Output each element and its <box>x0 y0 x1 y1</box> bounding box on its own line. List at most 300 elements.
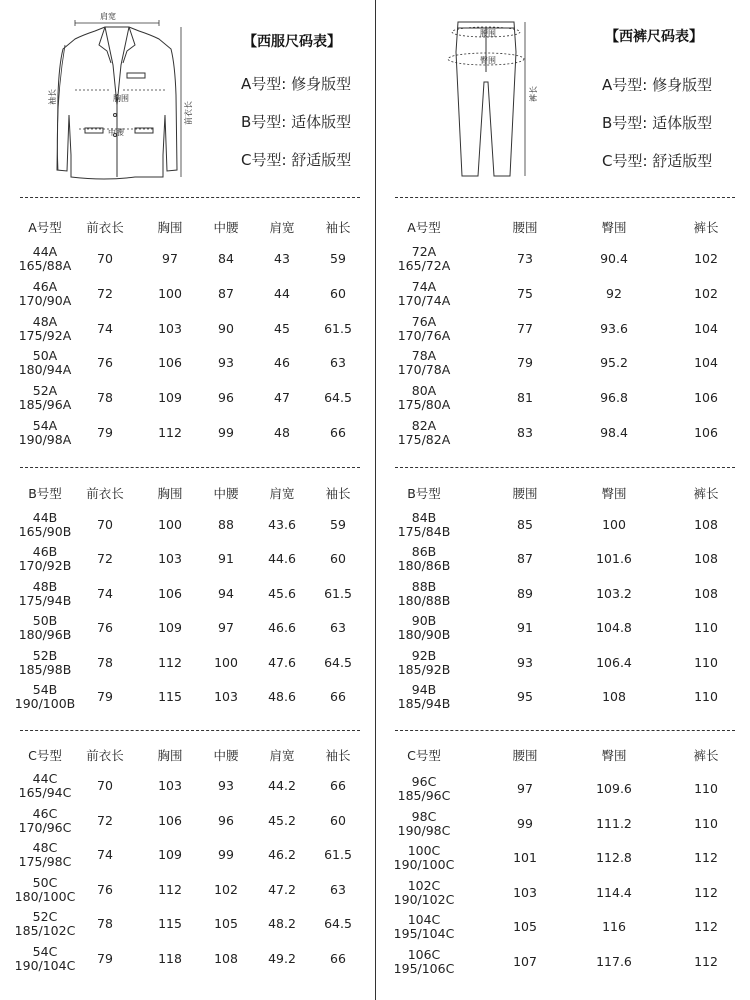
pants-value-cell: 112 <box>694 884 718 900</box>
suit-value-cell: 43 <box>274 251 290 266</box>
suit-value-cell: 59 <box>330 251 346 266</box>
size-spec: 170/92B <box>18 558 72 574</box>
suit-value-cell: 102 <box>214 881 238 897</box>
suit-value-cell: 76 <box>97 620 113 636</box>
trousers-diagram <box>440 12 540 182</box>
suit-value-cell: 48.2 <box>268 916 296 932</box>
pants-length-label: 裤长 <box>529 86 538 102</box>
suit-value-cell: 46.6 <box>268 620 296 636</box>
pants-value-cell: 85 <box>517 517 533 532</box>
pants-value-cell: 110 <box>694 689 718 704</box>
size-spec: 185/92B <box>397 661 451 677</box>
suit-size-cell <box>19 511 72 539</box>
pants-value-cell: 110 <box>694 781 718 796</box>
size-spec: 170/74A <box>397 292 451 308</box>
pants-table-header: B号型 <box>407 486 441 501</box>
suit-value-cell: 60 <box>330 285 346 301</box>
suit-value-cell: 99 <box>218 425 234 440</box>
pants-value-cell: 109.6 <box>596 781 632 796</box>
suit-table-header: 中腰 <box>213 486 239 501</box>
pants-value-cell: 117.6 <box>596 954 632 969</box>
suit-value-cell: 46 <box>274 355 290 371</box>
suit-separator <box>20 467 360 468</box>
suit-value-cell: 74 <box>97 847 113 863</box>
shoulder-label: 肩宽 <box>100 12 116 21</box>
suit-value-cell: 100 <box>214 654 238 670</box>
pants-size-cell <box>394 879 455 907</box>
pants-value-cell: 96.8 <box>600 390 628 406</box>
suit-value-cell: 108 <box>214 951 238 966</box>
pants-size-cell <box>398 315 451 343</box>
pants-value-cell: 73 <box>517 251 533 266</box>
suit-value-cell: 112 <box>158 654 182 670</box>
suit-value-cell: 66 <box>330 689 346 704</box>
pants-table-header: C号型 <box>407 748 441 763</box>
pants-value-cell: 114.4 <box>596 884 632 900</box>
pants-table-header: 腰围 <box>512 220 538 235</box>
size-spec: 175/98C <box>18 854 72 870</box>
suit-value-cell: 64.5 <box>324 654 352 670</box>
pants-value-cell: 93 <box>517 654 533 670</box>
suit-value-cell: 93 <box>218 355 234 371</box>
pants-value-cell: 104.8 <box>596 620 632 636</box>
suit-table-header: 中腰 <box>213 748 239 763</box>
suit-size-cell <box>19 245 72 273</box>
pants-title: 【西裤尺码表】 <box>605 29 703 45</box>
size-code: 48C <box>32 840 58 856</box>
suit-table-header: C号型 <box>28 748 62 763</box>
suit-table-header: 胸围 <box>157 748 183 763</box>
size-spec: 175/92A <box>18 327 72 343</box>
suit-value-cell: 78 <box>97 654 113 670</box>
suit-value-cell: 63 <box>330 881 346 897</box>
size-code: 96C <box>411 774 437 789</box>
suit-value-cell: 72 <box>97 551 113 567</box>
suit-value-cell: 47.6 <box>268 654 296 670</box>
suit-separator <box>20 730 360 731</box>
suit-value-cell: 45 <box>274 320 290 336</box>
suit-size-cell <box>15 876 76 904</box>
pants-value-cell: 107 <box>513 954 537 969</box>
pants-value-cell: 108 <box>694 517 718 532</box>
pants-value-cell: 110 <box>694 654 718 670</box>
suit-value-cell: 115 <box>158 916 182 932</box>
size-spec: 180/90B <box>397 627 451 643</box>
pants-table-header: 裤长 <box>693 486 719 501</box>
suit-table-header: 肩宽 <box>269 220 295 235</box>
suit-table-header: 肩宽 <box>269 486 295 501</box>
pants-value-cell: 103.2 <box>596 585 632 601</box>
suit-table-header: 肩宽 <box>269 748 295 763</box>
suit-value-cell: 84 <box>218 251 234 266</box>
pants-size-cell <box>398 245 451 273</box>
pants-value-cell: 112 <box>694 954 718 969</box>
pants-value-cell: 83 <box>517 425 533 440</box>
pants-value-cell: 81 <box>517 390 533 406</box>
suit-value-cell: 78 <box>97 916 113 932</box>
pants-value-cell: 106 <box>694 425 718 440</box>
suit-value-cell: 100 <box>158 285 182 301</box>
suit-value-cell: 60 <box>330 812 346 828</box>
size-code: 84B <box>411 510 437 525</box>
size-spec: 185/96C <box>397 788 451 803</box>
size-code: 88B <box>411 578 437 594</box>
size-code: 54B <box>32 682 58 697</box>
pants-hip-label: 臀围 <box>480 56 496 65</box>
suit-value-cell: 112 <box>158 425 182 440</box>
size-spec: 190/104C <box>14 958 76 973</box>
suit-value-cell: 48.6 <box>268 689 296 704</box>
suit-value-cell: 109 <box>158 620 182 636</box>
pants-value-cell: 112 <box>694 919 718 935</box>
size-code: 86B <box>411 544 437 560</box>
size-spec: 180/100C <box>14 888 76 904</box>
size-code: 92B <box>411 647 437 663</box>
suit-value-cell: 103 <box>158 778 182 793</box>
suit-table-header: B号型 <box>28 486 62 501</box>
suit-value-cell: 79 <box>97 951 113 966</box>
size-code: 50B <box>32 613 58 629</box>
size-code: 52B <box>32 647 58 663</box>
suit-table-header: 中腰 <box>213 220 239 235</box>
pants-size-cell <box>398 419 451 447</box>
pants-size-cell <box>398 614 451 642</box>
suit-value-cell: 43.6 <box>268 517 296 532</box>
length-label: 前衣长 <box>184 101 193 125</box>
suit-value-cell: 47 <box>274 390 290 406</box>
suit-size-cell <box>19 649 72 677</box>
pants-size-cell <box>398 580 451 608</box>
pants-value-cell: 92 <box>606 285 622 301</box>
suit-size-cell <box>19 419 72 447</box>
suit-value-cell: 59 <box>330 517 346 532</box>
suit-fit-c: C号型: 舒适版型 <box>241 151 352 169</box>
chest-label: 胸围 <box>113 94 129 103</box>
size-spec: 165/94C <box>18 785 72 800</box>
size-code: 52C <box>32 909 58 925</box>
pants-value-cell: 104 <box>694 355 718 371</box>
suit-value-cell: 96 <box>218 390 234 406</box>
size-code: 72A <box>411 244 437 259</box>
suit-value-cell: 93 <box>218 778 234 793</box>
suit-value-cell: 44 <box>274 285 290 301</box>
pants-value-cell: 93.6 <box>600 320 628 336</box>
suit-value-cell: 103 <box>214 689 238 704</box>
suit-size-cell <box>19 580 72 608</box>
suit-value-cell: 66 <box>330 951 346 966</box>
pants-value-cell: 103 <box>513 884 537 900</box>
size-code: 80A <box>411 383 437 399</box>
suit-size-cell <box>19 315 72 343</box>
size-spec: 180/96B <box>18 627 72 643</box>
size-code: 52A <box>32 383 58 399</box>
pants-value-cell: 102 <box>694 285 718 301</box>
pants-value-cell: 87 <box>517 551 533 567</box>
pants-size-cell <box>398 683 451 711</box>
suit-value-cell: 109 <box>158 390 182 406</box>
suit-value-cell: 61.5 <box>324 320 352 336</box>
pants-table-header: 臀围 <box>601 748 627 763</box>
size-spec: 175/84B <box>397 524 451 539</box>
pants-value-cell: 100 <box>602 517 626 532</box>
suit-table-header: 前衣长 <box>86 220 124 235</box>
suit-value-cell: 46.2 <box>268 847 296 863</box>
suit-jacket-diagram <box>45 5 195 185</box>
suit-value-cell: 72 <box>97 285 113 301</box>
size-spec: 170/76A <box>397 327 451 343</box>
size-spec: 180/88B <box>397 592 451 608</box>
suit-table-header: 胸围 <box>157 220 183 235</box>
suit-value-cell: 88 <box>218 517 234 532</box>
size-spec: 180/86B <box>397 558 451 574</box>
size-code: 44B <box>32 510 58 525</box>
suit-value-cell: 97 <box>218 620 234 636</box>
pants-size-cell <box>398 280 451 308</box>
size-code: 46B <box>32 544 58 560</box>
suit-value-cell: 76 <box>97 881 113 897</box>
suit-value-cell: 106 <box>158 585 182 601</box>
size-code: 90B <box>411 613 437 629</box>
suit-value-cell: 87 <box>218 285 234 301</box>
pants-separator <box>395 197 735 198</box>
pants-value-cell: 110 <box>694 620 718 636</box>
suit-size-cell <box>15 945 76 973</box>
suit-value-cell: 96 <box>218 812 234 828</box>
size-code: 100C <box>407 843 441 859</box>
pants-value-cell: 77 <box>517 320 533 336</box>
suit-value-cell: 66 <box>330 425 346 440</box>
pants-value-cell: 105 <box>513 919 537 935</box>
pants-value-cell: 106 <box>694 390 718 406</box>
size-spec: 195/106C <box>393 961 455 976</box>
size-code: 98C <box>411 808 437 824</box>
suit-size-cell <box>15 910 76 938</box>
size-spec: 170/96C <box>18 819 72 835</box>
suit-value-cell: 103 <box>158 320 182 336</box>
pants-value-cell: 104 <box>694 320 718 336</box>
size-code: 102C <box>407 877 441 893</box>
suit-value-cell: 112 <box>158 881 182 897</box>
pants-value-cell: 101.6 <box>596 551 632 567</box>
suit-value-cell: 66 <box>330 778 346 793</box>
suit-fit-b: B号型: 适体版型 <box>241 113 352 131</box>
size-spec: 170/78A <box>397 362 451 378</box>
pants-value-cell: 108 <box>694 585 718 601</box>
pants-separator <box>395 467 735 468</box>
suit-value-cell: 106 <box>158 355 182 371</box>
size-spec: 165/72A <box>397 258 451 273</box>
suit-value-cell: 60 <box>330 551 346 567</box>
suit-table-header: A号型 <box>28 220 62 235</box>
pants-value-cell: 75 <box>517 285 533 301</box>
size-code: 44A <box>32 244 58 259</box>
pants-table-header: A号型 <box>407 220 441 235</box>
size-spec: 190/98A <box>18 432 72 447</box>
suit-table-header: 前衣长 <box>86 486 124 501</box>
size-code: 74A <box>411 278 437 294</box>
suit-fit-a: A号型: 修身版型 <box>241 75 352 93</box>
suit-table-header: 袖长 <box>325 220 351 235</box>
suit-value-cell: 47.2 <box>268 881 296 897</box>
pants-value-cell: 102 <box>694 251 718 266</box>
suit-value-cell: 61.5 <box>324 585 352 601</box>
pants-value-cell: 110 <box>694 815 718 831</box>
suit-size-cell <box>19 772 72 800</box>
suit-value-cell: 78 <box>97 390 113 406</box>
pants-separator <box>395 730 735 731</box>
pants-size-cell <box>394 913 455 941</box>
pants-value-cell: 95.2 <box>600 355 628 371</box>
size-spec: 195/104C <box>393 926 455 942</box>
suit-value-cell: 76 <box>97 355 113 371</box>
pants-size-cell <box>398 775 451 803</box>
suit-value-cell: 64.5 <box>324 390 352 406</box>
size-spec: 180/94A <box>18 362 72 378</box>
suit-value-cell: 99 <box>218 847 234 863</box>
suit-separator <box>20 197 360 198</box>
size-code: 82A <box>411 418 437 433</box>
suit-table-header: 前衣长 <box>86 748 124 763</box>
pants-waist-label: 腰围 <box>480 29 496 38</box>
size-spec: 185/102C <box>14 923 76 939</box>
size-spec: 165/88A <box>18 258 72 273</box>
suit-value-cell: 74 <box>97 585 113 601</box>
size-spec: 190/102C <box>393 891 455 907</box>
suit-size-cell <box>19 545 72 573</box>
waist-label: 中腰 <box>108 128 124 137</box>
size-code: 106C <box>407 947 441 962</box>
center-divider <box>375 0 376 1000</box>
suit-value-cell: 105 <box>214 916 238 932</box>
pants-fit-b: B号型: 适体版型 <box>602 114 713 132</box>
pants-size-cell <box>398 649 451 677</box>
size-spec: 175/80A <box>397 397 451 413</box>
suit-value-cell: 72 <box>97 812 113 828</box>
size-code: 50C <box>32 874 58 890</box>
pants-value-cell: 79 <box>517 355 533 371</box>
suit-size-cell <box>19 807 72 835</box>
suit-value-cell: 115 <box>158 689 182 704</box>
size-spec: 165/90B <box>18 524 72 539</box>
pants-value-cell: 91 <box>517 620 533 636</box>
suit-value-cell: 74 <box>97 320 113 336</box>
pants-size-cell <box>394 948 455 976</box>
pants-value-cell: 95 <box>517 689 533 704</box>
suit-size-cell <box>19 280 72 308</box>
size-code: 94B <box>411 682 437 697</box>
pants-value-cell: 108 <box>694 551 718 567</box>
pants-value-cell: 116 <box>602 919 626 935</box>
suit-value-cell: 118 <box>158 951 182 966</box>
pants-table-header: 裤长 <box>693 220 719 235</box>
size-code: 104C <box>407 912 441 928</box>
size-code: 78A <box>411 348 437 364</box>
size-spec: 175/94B <box>18 592 72 608</box>
suit-value-cell: 70 <box>97 251 113 266</box>
suit-size-cell <box>19 349 72 377</box>
suit-value-cell: 103 <box>158 551 182 567</box>
pants-size-cell <box>398 545 451 573</box>
pants-table-header: 臀围 <box>601 486 627 501</box>
suit-value-cell: 109 <box>158 847 182 863</box>
suit-value-cell: 106 <box>158 812 182 828</box>
pants-size-cell <box>398 511 451 539</box>
suit-size-cell <box>15 683 76 711</box>
suit-size-cell <box>19 384 72 412</box>
size-spec: 190/100C <box>393 857 455 873</box>
suit-value-cell: 70 <box>97 778 113 793</box>
size-code: 46C <box>32 805 58 821</box>
suit-value-cell: 70 <box>97 517 113 532</box>
pants-value-cell: 112.8 <box>596 850 632 866</box>
pants-value-cell: 108 <box>602 689 626 704</box>
size-spec: 175/82A <box>397 432 451 447</box>
size-code: 54C <box>32 944 58 959</box>
pants-table-header: 腰围 <box>512 486 538 501</box>
size-code: 46A <box>32 278 58 294</box>
pants-value-cell: 90.4 <box>600 251 628 266</box>
size-spec: 190/100B <box>14 696 76 711</box>
suit-value-cell: 79 <box>97 689 113 704</box>
pants-size-cell <box>398 384 451 412</box>
suit-value-cell: 44.6 <box>268 551 296 567</box>
suit-size-cell <box>19 614 72 642</box>
size-code: 50A <box>32 348 58 364</box>
suit-value-cell: 49.2 <box>268 951 296 966</box>
suit-value-cell: 45.2 <box>268 812 296 828</box>
suit-size-cell <box>19 841 72 869</box>
suit-value-cell: 100 <box>158 517 182 532</box>
size-code: 54A <box>32 418 58 433</box>
suit-value-cell: 90 <box>218 320 234 336</box>
pants-size-cell <box>398 349 451 377</box>
suit-value-cell: 97 <box>162 251 178 266</box>
suit-value-cell: 45.6 <box>268 585 296 601</box>
suit-value-cell: 79 <box>97 425 113 440</box>
size-code: 48A <box>32 313 58 329</box>
size-spec: 185/94B <box>397 696 451 711</box>
pants-table-header: 裤长 <box>693 748 719 763</box>
suit-value-cell: 63 <box>330 355 346 371</box>
suit-value-cell: 64.5 <box>324 916 352 932</box>
pants-size-cell <box>398 810 451 838</box>
pants-table-header: 臀围 <box>601 220 627 235</box>
suit-table-header: 胸围 <box>157 486 183 501</box>
pants-value-cell: 106.4 <box>596 654 632 670</box>
pants-value-cell: 99 <box>517 815 533 831</box>
suit-value-cell: 63 <box>330 620 346 636</box>
pants-value-cell: 112 <box>694 850 718 866</box>
pants-value-cell: 98.4 <box>600 425 628 440</box>
size-spec: 185/98B <box>18 661 72 677</box>
suit-value-cell: 91 <box>218 551 234 567</box>
pants-size-cell <box>394 844 455 872</box>
sleeve-label: 袖长 <box>48 89 57 105</box>
pants-value-cell: 101 <box>513 850 537 866</box>
pants-value-cell: 111.2 <box>596 815 632 831</box>
suit-table-header: 袖长 <box>325 748 351 763</box>
pants-table-header: 腰围 <box>512 748 538 763</box>
pants-value-cell: 89 <box>517 585 533 601</box>
pants-value-cell: 97 <box>517 781 533 796</box>
size-spec: 190/98C <box>397 822 451 838</box>
size-spec: 185/96A <box>18 397 72 413</box>
pants-fit-c: C号型: 舒适版型 <box>602 152 713 170</box>
size-code: 48B <box>32 578 58 594</box>
suit-title: 【西服尺码表】 <box>243 34 341 50</box>
size-spec: 170/90A <box>18 292 72 308</box>
size-code: 44C <box>32 771 58 786</box>
